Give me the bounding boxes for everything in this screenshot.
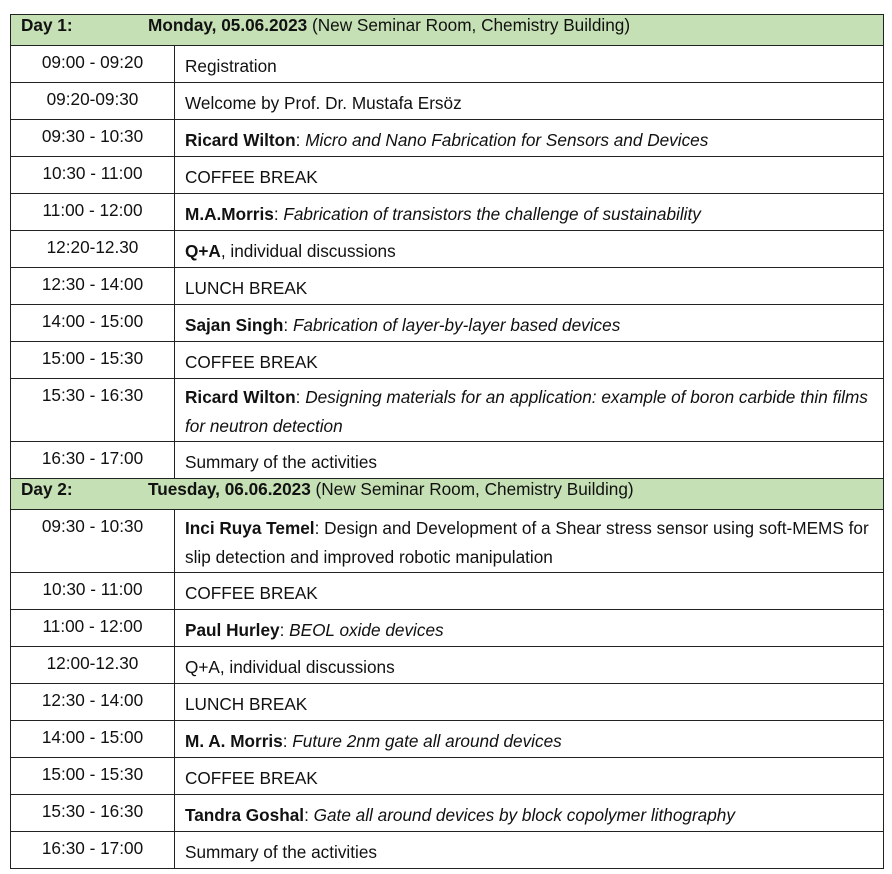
- session-row: [11, 157, 884, 194]
- activity-text: LUNCH BREAK: [185, 278, 308, 298]
- speaker-name: M. A. Morris: [185, 731, 283, 751]
- talk-title: Fabrication of layer-by-layer based devices: [292, 315, 621, 335]
- separator: :: [273, 204, 284, 224]
- session-time: 12:20-12.30: [11, 231, 175, 268]
- session-row: [11, 610, 884, 647]
- speaker-name: Ricard Wilton: [185, 387, 296, 407]
- talk-title: Fabrication of transistors the challenge of sustainability: [283, 204, 701, 224]
- activity-text: COFFEE BREAK: [185, 352, 318, 372]
- speaker-name: Tandra Goshal: [185, 805, 305, 825]
- session-row: [11, 46, 884, 83]
- session-activity: [175, 795, 884, 832]
- session-activity: [175, 442, 884, 479]
- session-time: 14:00 - 15:00: [11, 721, 175, 758]
- separator: :: [283, 315, 293, 335]
- speaker-name: M.A.Morris: [185, 204, 274, 224]
- separator: :: [314, 518, 325, 538]
- day-header: [11, 479, 884, 510]
- session-activity: [175, 194, 884, 231]
- talk-title: Future 2nm gate all around devices: [292, 731, 562, 751]
- separator: :: [295, 387, 306, 407]
- talk-title: BEOL oxide devices: [289, 620, 444, 640]
- session-time: 16:30 - 17:00: [11, 442, 175, 479]
- day-label: Day 2:: [21, 479, 73, 499]
- schedule-table: [10, 14, 884, 869]
- separator: :: [282, 731, 293, 751]
- session-row: [11, 510, 884, 573]
- speaker-name: Q+A: [185, 241, 221, 261]
- session-row: [11, 305, 884, 342]
- session-row: [11, 120, 884, 157]
- speaker-name: Ricard Wilton: [185, 130, 296, 150]
- day-label: Day 1:: [21, 15, 73, 35]
- session-row: [11, 268, 884, 305]
- session-row: [11, 647, 884, 684]
- session-activity: [175, 510, 884, 573]
- session-activity: [175, 684, 884, 721]
- activity-text: Welcome by Prof. Dr. Mustafa Ersöz: [185, 93, 462, 113]
- day-header-row: [11, 479, 884, 510]
- session-time: 09:00 - 09:20: [11, 46, 175, 83]
- separator: :: [295, 130, 306, 150]
- session-activity: [175, 157, 884, 194]
- talk-title: Micro and Nano Fabrication for Sensors and Devices: [305, 130, 709, 150]
- session-row: [11, 721, 884, 758]
- session-time: 15:00 - 15:30: [11, 342, 175, 379]
- day-header: [11, 15, 884, 46]
- session-activity: [175, 46, 884, 83]
- session-row: [11, 194, 884, 231]
- session-time: 12:30 - 14:00: [11, 684, 175, 721]
- session-activity: [175, 231, 884, 268]
- separator: ,: [220, 241, 231, 261]
- speaker-name: Paul Hurley: [185, 620, 280, 640]
- session-row: [11, 684, 884, 721]
- session-activity: [175, 342, 884, 379]
- session-row: [11, 573, 884, 610]
- session-time: 14:00 - 15:00: [11, 305, 175, 342]
- schedule-body: [11, 15, 884, 869]
- activity-text: Q+A, individual discussions: [185, 657, 395, 677]
- activity-text: Summary of the activities: [185, 842, 377, 862]
- session-activity: [175, 83, 884, 120]
- session-time: 12:00-12.30: [11, 647, 175, 684]
- session-activity: [175, 305, 884, 342]
- session-time: 10:30 - 11:00: [11, 157, 175, 194]
- session-time: 11:00 - 12:00: [11, 194, 175, 231]
- session-row: [11, 758, 884, 795]
- talk-title: Designing materials for an application: example of boron carbide thin films for neutron detection: [185, 387, 868, 436]
- session-time: 09:20-09:30: [11, 83, 175, 120]
- speaker-name: Inci Ruya Temel: [185, 518, 315, 538]
- session-activity: [175, 268, 884, 305]
- session-time: 15:30 - 16:30: [11, 795, 175, 832]
- day-date: Monday, 05.06.2023: [148, 15, 308, 35]
- session-time: 09:30 - 10:30: [11, 120, 175, 157]
- activity-text: COFFEE BREAK: [185, 768, 318, 788]
- session-activity: [175, 610, 884, 647]
- session-row: [11, 832, 884, 869]
- talk-title: Design and Development of a Shear stress sensor using soft-MEMS for slip detection and improved robotic manipulation: [185, 518, 869, 567]
- activity-text: Registration: [185, 56, 277, 76]
- separator: :: [279, 620, 290, 640]
- session-time: 16:30 - 17:00: [11, 832, 175, 869]
- talk-title: individual discussions: [230, 241, 396, 261]
- session-time: 15:30 - 16:30: [11, 379, 175, 442]
- day-venue: (New Seminar Room, Chemistry Building): [312, 15, 631, 35]
- talk-title: Gate all around devices by block copolymer lithography: [313, 805, 735, 825]
- activity-text: Summary of the activities: [185, 452, 377, 472]
- session-activity: [175, 647, 884, 684]
- session-row: [11, 442, 884, 479]
- session-activity: [175, 379, 884, 442]
- session-row: [11, 795, 884, 832]
- session-time: 15:00 - 15:30: [11, 758, 175, 795]
- session-time: 11:00 - 12:00: [11, 610, 175, 647]
- session-activity: [175, 573, 884, 610]
- activity-text: COFFEE BREAK: [185, 167, 318, 187]
- session-time: 10:30 - 11:00: [11, 573, 175, 610]
- session-time: 12:30 - 14:00: [11, 268, 175, 305]
- session-activity: [175, 721, 884, 758]
- day-date: Tuesday, 06.06.2023: [148, 479, 311, 499]
- session-row: [11, 231, 884, 268]
- session-activity: [175, 758, 884, 795]
- day-header-row: [11, 15, 884, 46]
- speaker-name: Sajan Singh: [185, 315, 284, 335]
- session-activity: [175, 832, 884, 869]
- separator: :: [304, 805, 314, 825]
- activity-text: LUNCH BREAK: [185, 694, 308, 714]
- activity-text: COFFEE BREAK: [185, 583, 318, 603]
- session-row: [11, 83, 884, 120]
- session-time: 09:30 - 10:30: [11, 510, 175, 573]
- session-activity: [175, 120, 884, 157]
- day-venue: (New Seminar Room, Chemistry Building): [315, 479, 634, 499]
- session-row: [11, 342, 884, 379]
- session-row: [11, 379, 884, 442]
